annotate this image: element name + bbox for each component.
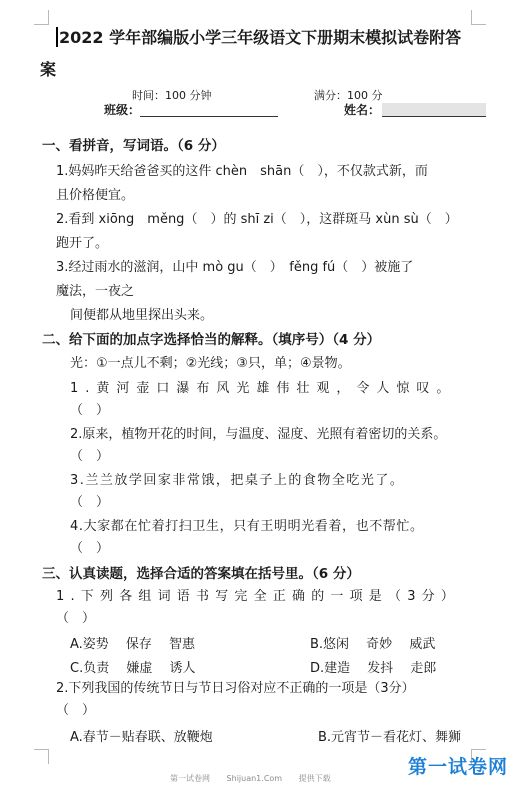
q3-option-a2[interactable]: A.春节－贴春联、放鞭炮 xyxy=(70,730,213,745)
q1-line-2: 且价格便宜。 xyxy=(56,188,135,203)
q3-option-d[interactable]: D.建造 发抖 走郎 xyxy=(310,661,437,676)
q3-answer-1[interactable]: （ ） xyxy=(56,611,96,626)
q3-option-b[interactable]: B.悠闲 奇妙 威武 xyxy=(310,637,436,652)
q1-line-7: 间便都从地里探出头来。 xyxy=(70,308,214,323)
q3-option-b2[interactable]: B.元宵节－看花灯、舞狮 xyxy=(318,730,462,745)
section-2-heading: 二、给下面的加点字选择恰当的解释。（填序号）（4 分） xyxy=(42,332,381,348)
q2-answer-1[interactable]: （ ） xyxy=(70,403,110,418)
q3-item-2: 2.下列我国的传统节日与节日习俗对应不正确的一项是（3分） xyxy=(56,681,415,696)
crop-mark-bottom-left xyxy=(34,749,49,764)
q1-line-3: 2.看到 xiōng měng（ ）的 shī zi（ ），这群斑马 xùn sù（ ） xyxy=(56,212,458,227)
q2-answer-2[interactable]: （ ） xyxy=(70,449,110,464)
text-cursor xyxy=(56,27,58,47)
q2-item-4: 4.大家都在忙着打扫卫生，只有王明明光看着，也不帮忙。 xyxy=(70,519,424,534)
q1-line-6: 魔法，一夜之 xyxy=(56,284,135,299)
title-line-1: 2022 学年部编版小学三年级语文下册期末模拟试卷附答 xyxy=(59,28,462,47)
exam-title xyxy=(40,22,490,86)
q3-answer-2[interactable]: （ ） xyxy=(56,703,96,718)
q2-item-1 xyxy=(70,380,482,398)
footer-domain: Shijuan1.Com xyxy=(226,774,283,783)
footer-site: 第一试卷网 xyxy=(170,774,210,783)
class-label: 班级： xyxy=(104,103,141,117)
title-line-2: 案 xyxy=(40,60,57,79)
name-label: 姓名： xyxy=(344,103,381,117)
q1-line-1: 1.妈妈昨天给爸爸买的这件 chèn shān（ ），不仅款式新，而 xyxy=(56,164,428,179)
q3-item-1: 1.下列各组词语书写完全正确的一项是（3分） xyxy=(56,589,461,604)
q2-answer-3[interactable]: （ ） xyxy=(70,495,110,510)
q1-line-4: 跑开了。 xyxy=(56,236,109,251)
site-logo: 第一试卷网 xyxy=(408,756,509,778)
footer-note: 提供下载 xyxy=(298,774,331,783)
exam-full-score: 满分：100 分 xyxy=(314,89,383,102)
q2-key: 光：①一点儿不剩；②光线；③只，单；④景物。 xyxy=(70,356,351,371)
exam-time: 时间：100 分钟 xyxy=(132,89,212,102)
section-3-heading: 三、认真读题，选择合适的答案填在括号里。（6 分） xyxy=(42,566,360,582)
q3-option-c[interactable]: C.负责 嫌虚 诱人 xyxy=(70,661,196,676)
q3-option-a[interactable]: A.姿势 保存 智惠 xyxy=(70,637,196,652)
q1-line-5: 3.经过雨水的滋润，山中 mò gu（ ） fěng fú（ ）被施了 xyxy=(56,260,414,275)
section-1-heading: 一、看拼音，写词语。（6 分） xyxy=(42,138,225,154)
q2-item-3: 3.兰兰放学回家非常饿，把桌子上的食物全吃光了。 xyxy=(70,473,405,488)
q2-item-2: 2.原来，植物开花的时间，与温度、湿度、光照有着密切的关系。 xyxy=(70,427,447,442)
q2-item-1-text: 1.黄河壶口瀑布风光雄伟壮观，令人惊叹。 xyxy=(70,381,457,396)
class-blank[interactable] xyxy=(140,116,278,117)
name-field-highlight xyxy=(382,103,486,116)
q2-answer-4[interactable]: （ ） xyxy=(70,541,110,556)
name-blank[interactable] xyxy=(382,116,486,117)
page-footer xyxy=(170,773,345,784)
